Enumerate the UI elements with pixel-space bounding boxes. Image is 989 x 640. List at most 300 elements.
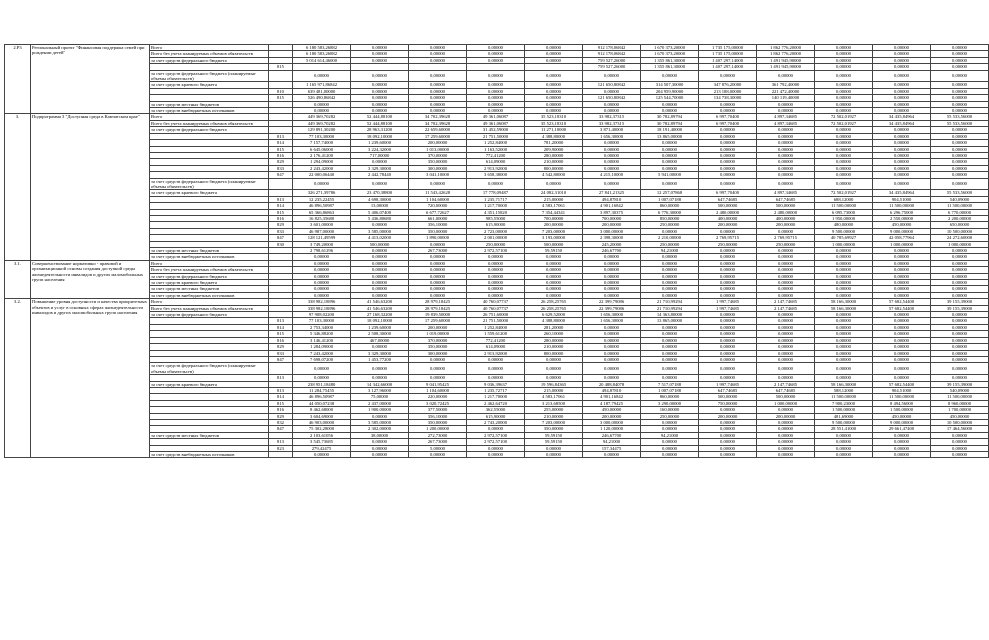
amount-cell: 2 200,00000 [931, 215, 989, 221]
amount-cell: 449 369,70282 [293, 120, 351, 126]
amount-cell: 500,00000 [525, 241, 583, 247]
amount-cell: 0,00000 [525, 445, 583, 451]
amount-cell: 0,00000 [873, 337, 931, 343]
amount-cell: 0,00000 [873, 70, 931, 82]
amount-cell: 370,00000 [409, 337, 467, 343]
amount-cell: 0,00000 [293, 280, 351, 286]
amount-cell: 0,00000 [931, 64, 989, 70]
amount-cell: 75,00000 [351, 394, 409, 400]
amount-cell: 9 000,00000 [873, 228, 931, 234]
amount-cell: 31 452,59000 [467, 127, 525, 133]
amount-cell: 0,00000 [351, 88, 409, 94]
amount-cell: 0,00000 [467, 286, 525, 292]
amount-cell: 0,00000 [873, 146, 931, 152]
program-name: Повышение уровня доступности и качества приоритетных объектов и услуг в основных сферах жизнедеятельности инвалидов и других маломобильных групп населения [31, 299, 150, 458]
amount-cell: 1 500,00000 [873, 407, 931, 413]
amount-cell: 1 700,00000 [931, 407, 989, 413]
amount-cell: 0,00000 [757, 165, 815, 171]
amount-cell: 0,00000 [931, 45, 989, 51]
amount-cell: 1 890,00000 [409, 235, 467, 241]
amount-cell: 35 523,18310 [525, 120, 583, 126]
amount-cell: 717,00000 [351, 152, 409, 158]
amount-cell: 350,00000 [409, 419, 467, 425]
amount-cell: 134 738,30000 [699, 95, 757, 101]
amount-cell: 0,00000 [757, 248, 815, 254]
amount-cell: 0,00000 [931, 331, 989, 337]
amount-cell: 55 533,56000 [931, 120, 989, 126]
amount-cell: 204 959,90000 [641, 88, 699, 94]
amount-cell: 59,59150 [525, 432, 583, 438]
amount-cell: 0,00000 [525, 273, 583, 279]
amount-cell: 13 865,00000 [641, 318, 699, 324]
amount-cell: 200,00000 [583, 222, 641, 228]
amount-cell: 0,00000 [583, 286, 641, 292]
amount-cell: 0,00000 [641, 165, 699, 171]
kbk-code: 815 [269, 64, 293, 70]
amount-cell: 1 235,72717 [467, 387, 525, 393]
amount-cell: 18 092,10000 [351, 318, 409, 324]
amount-cell: 7 203,00000 [525, 228, 583, 234]
amount-cell: 0,00000 [815, 254, 873, 260]
funding-source: Всего без учета планируемых объемов обязательств [150, 51, 269, 57]
amount-cell: 0,00000 [815, 172, 873, 178]
amount-cell: 400,00000 [699, 215, 757, 221]
amount-cell: 0,00000 [873, 95, 931, 101]
amount-cell: 0,00000 [873, 64, 931, 70]
table-row [5, 363, 989, 375]
amount-cell: 0,00000 [293, 452, 351, 458]
amount-cell: 0,00000 [583, 159, 641, 165]
amount-cell: 0,00000 [351, 286, 409, 292]
amount-cell: 0,00000 [583, 452, 641, 458]
amount-cell: 0,00000 [699, 439, 757, 445]
amount-cell: 3 146,41200 [293, 337, 351, 343]
amount-cell: 0,00000 [873, 432, 931, 438]
amount-cell: 0,00000 [699, 331, 757, 337]
amount-cell: 494,87810 [583, 387, 641, 393]
amount-cell: 0,00000 [351, 159, 409, 165]
amount-cell: 0,00000 [699, 228, 757, 234]
amount-cell: 0,00000 [467, 260, 525, 266]
amount-cell: 34 702,39628 [409, 120, 467, 126]
amount-cell: 7 517,07188 [641, 381, 699, 387]
amount-cell: 12 235,22455 [293, 196, 351, 202]
amount-cell: 2 972,57100 [467, 439, 525, 445]
amount-cell: 0,00000 [641, 452, 699, 458]
amount-cell: 215,00000 [525, 387, 583, 393]
amount-cell: 28 551,41000 [815, 426, 873, 432]
amount-cell: 18 092,10000 [351, 133, 409, 139]
amount-cell: 0,00000 [293, 363, 351, 375]
amount-cell: 0,00000 [409, 57, 467, 63]
amount-cell: 0,00000 [583, 88, 641, 94]
amount-cell: 0,00000 [699, 312, 757, 318]
amount-cell: 350,00000 [409, 159, 467, 165]
amount-cell: 46 896,50987 [293, 394, 351, 400]
row-code: 2.Р3 [5, 45, 31, 114]
amount-cell: 0,00000 [467, 452, 525, 458]
amount-cell: 2 302,00000 [351, 426, 409, 432]
amount-cell: 3 658,38000 [467, 172, 525, 178]
kbk-code: 813 [269, 387, 293, 393]
amount-cell: 0,00000 [641, 292, 699, 298]
amount-cell: 0,00000 [757, 363, 815, 375]
amount-cell: 246,67700 [583, 432, 641, 438]
amount-cell: 0,00000 [873, 82, 931, 88]
amount-cell: 0,00000 [293, 267, 351, 273]
amount-cell: 0,00000 [873, 350, 931, 356]
amount-cell: 28 963,31200 [351, 127, 409, 133]
amount-cell: 4 187,79425 [583, 400, 641, 406]
amount-cell: 0,00000 [293, 108, 351, 114]
amount-cell: 250,00000 [641, 413, 699, 419]
amount-cell: 0,00000 [525, 57, 583, 63]
amount-cell: 0,00000 [699, 452, 757, 458]
amount-cell: 11 500,00000 [815, 394, 873, 400]
amount-cell: 6 645,06000 [293, 146, 351, 152]
amount-cell: 0,00000 [583, 178, 641, 190]
table-row [5, 101, 989, 107]
table-row [5, 254, 989, 260]
amount-cell: 500,00000 [699, 203, 757, 209]
funding-source: Всего [150, 114, 269, 120]
kbk-code: 813 [269, 439, 293, 445]
table-row [5, 127, 989, 133]
amount-cell: 46 896,50987 [293, 203, 351, 209]
amount-cell: 0,00000 [931, 254, 989, 260]
kbk-code: 814 [269, 394, 293, 400]
amount-cell: 0,00000 [931, 140, 989, 146]
kbk-code: 829 [269, 344, 293, 350]
amount-cell: 0,00000 [641, 254, 699, 260]
row-code: 3. [5, 114, 31, 260]
amount-cell: 750,00000 [699, 400, 757, 406]
amount-cell: 2 147,74685 [757, 299, 815, 305]
amount-cell: 0,00000 [757, 375, 815, 381]
amount-cell: 0,00000 [583, 267, 641, 273]
amount-cell: 59,59150 [525, 248, 583, 254]
amount-cell: 49 361,06087 [467, 120, 525, 126]
amount-cell: 0,00000 [641, 178, 699, 190]
amount-cell: 0,00000 [815, 356, 873, 362]
amount-cell: 0,00000 [931, 260, 989, 266]
amount-cell: 0,00000 [873, 248, 931, 254]
amount-cell: 129 891,30200 [293, 127, 351, 133]
amount-cell: 6 997,70400 [699, 190, 757, 196]
amount-cell: 246,67700 [583, 248, 641, 254]
amount-cell: 0,00000 [873, 356, 931, 362]
amount-cell: 480,00000 [815, 222, 873, 228]
amount-cell: 0,00000 [351, 413, 409, 419]
amount-cell: 3 897,30375 [583, 209, 641, 215]
amount-cell: 350,00000 [409, 228, 467, 234]
amount-cell: 238 951,18480 [293, 381, 351, 387]
amount-cell: 639 481,00000 [293, 88, 351, 94]
amount-cell: 28 979,18425 [409, 299, 467, 305]
amount-cell: 0,00000 [699, 432, 757, 438]
amount-cell: 0,00000 [757, 407, 815, 413]
amount-cell: 0,00000 [931, 350, 989, 356]
amount-cell: 6 180 583,26882 [293, 45, 351, 51]
amount-cell: 0,00000 [467, 375, 525, 381]
amount-cell: 6 180 583,26882 [293, 51, 351, 57]
amount-cell: 72 502,01927 [815, 120, 873, 126]
amount-cell: 22 659,60000 [409, 127, 467, 133]
amount-cell: 759 527,26000 [583, 64, 641, 70]
amount-cell: 1 355 861,30000 [641, 57, 699, 63]
funding-source: за счет средств федерального бюджета [150, 57, 269, 63]
amount-cell: 2 769,95715 [699, 235, 757, 241]
amount-cell: 0,00000 [293, 375, 351, 381]
amount-cell: 0,00000 [699, 445, 757, 451]
amount-cell: 361 792,40000 [757, 82, 815, 88]
amount-cell: 0,00000 [815, 70, 873, 82]
amount-cell: 526 490,86842 [293, 95, 351, 101]
amount-cell: 0,00000 [409, 70, 467, 82]
amount-cell: 0,00000 [931, 318, 989, 324]
amount-cell: 0,00000 [757, 344, 815, 350]
kbk-code: 813 [269, 375, 293, 381]
amount-cell: 41 546,63200 [351, 299, 409, 305]
amount-cell: 0,00000 [409, 108, 467, 114]
amount-cell: 326 271,39786 [293, 190, 351, 196]
amount-cell: 0,00000 [757, 426, 815, 432]
amount-cell: 0,00000 [873, 439, 931, 445]
amount-cell: 49 361,06087 [467, 114, 525, 120]
amount-cell: 0,00000 [293, 101, 351, 107]
amount-cell: 0,00000 [525, 254, 583, 260]
amount-cell: 0,00000 [757, 356, 815, 362]
table-row [5, 108, 989, 114]
table-row [5, 305, 989, 311]
amount-cell: 0,00000 [757, 312, 815, 318]
kbk-code [269, 178, 293, 190]
amount-cell: 860,00000 [641, 203, 699, 209]
amount-cell: 1 284,09000 [293, 344, 351, 350]
amount-cell: 5,00000 [409, 445, 467, 451]
amount-cell: 614,09000 [467, 159, 525, 165]
amount-cell: 800,00000 [525, 165, 583, 171]
amount-cell: 30 782,89794 [641, 114, 699, 120]
amount-cell: 1 950,00000 [815, 215, 873, 221]
amount-cell: 0,00000 [699, 350, 757, 356]
amount-cell: 0,00000 [409, 286, 467, 292]
amount-cell: 128 121,49599 [293, 235, 351, 241]
amount-cell: 3 329,30000 [351, 350, 409, 356]
amount-cell: 33 982,37315 [583, 120, 641, 126]
amount-cell: 2 508,30000 [351, 331, 409, 337]
amount-cell: 0,00000 [757, 324, 815, 330]
amount-cell: 0,00000 [815, 152, 873, 158]
amount-cell: 0,00000 [699, 280, 757, 286]
amount-cell: 200,00000 [409, 140, 467, 146]
kbk-code: 813 [269, 196, 293, 202]
amount-cell: 220,00000 [409, 394, 467, 400]
amount-cell: 22 399,79086 [583, 305, 641, 311]
amount-cell: 11 500,00000 [873, 394, 931, 400]
amount-cell: 347 876,20000 [699, 82, 757, 88]
amount-cell: 210,00000 [525, 344, 583, 350]
amount-cell: 0,00000 [699, 101, 757, 107]
amount-cell: 0,00000 [873, 292, 931, 298]
funding-source: за счет средств местных бюджетов [150, 286, 269, 292]
amount-cell: 18 191,40000 [641, 127, 699, 133]
funding-source: за счет средств федерального бюджета (планируемые объемы обязательств) [150, 70, 269, 82]
amount-cell: 0,00000 [467, 108, 525, 114]
amount-cell: 5 346,88200 [293, 331, 351, 337]
amount-cell: 0,00000 [815, 133, 873, 139]
amount-cell: 7 203,00000 [525, 419, 583, 425]
amount-cell: 481,69000 [815, 413, 873, 419]
amount-cell: 0,00000 [757, 140, 815, 146]
amount-cell: 0,00000 [699, 267, 757, 273]
amount-cell: 121 650,80842 [583, 95, 641, 101]
amount-cell: 449 369,70282 [293, 114, 351, 120]
amount-cell: 0,00000 [757, 419, 815, 425]
amount-cell: 0,00000 [641, 324, 699, 330]
amount-cell: 0,00000 [467, 57, 525, 63]
kbk-code: 813 [269, 133, 293, 139]
amount-cell: 781,20000 [525, 140, 583, 146]
amount-cell: 0,00000 [525, 45, 583, 51]
amount-cell: 0,00000 [409, 254, 467, 260]
amount-cell: 0,00000 [583, 165, 641, 171]
amount-cell: 6 997,70400 [699, 114, 757, 120]
amount-cell: 21 751,50000 [467, 133, 525, 139]
amount-cell: 20 488,84078 [583, 381, 641, 387]
table-row [5, 70, 989, 82]
amount-cell: 13 865,00000 [641, 133, 699, 139]
amount-cell: 772,41200 [467, 337, 525, 343]
amount-cell: 0,00000 [699, 140, 757, 146]
kbk-code: 814 [269, 324, 293, 330]
kbk-code: 829 [269, 159, 293, 165]
amount-cell: 0,00000 [525, 363, 583, 375]
amount-cell: 0,00000 [583, 337, 641, 343]
amount-cell: 0,00000 [351, 51, 409, 57]
amount-cell: 40 760,07737 [467, 299, 525, 305]
amount-cell: 1 900,00000 [351, 407, 409, 413]
amount-cell: 0,00000 [815, 45, 873, 51]
amount-cell: 8 960,00000 [931, 400, 989, 406]
amount-cell: 58 166,30000 [815, 299, 873, 305]
amount-cell: 0,00000 [641, 267, 699, 273]
amount-cell: 0,00000 [873, 172, 931, 178]
amount-cell: 0,00000 [757, 318, 815, 324]
amount-cell: 272,73000 [409, 432, 467, 438]
amount-cell: 255,00000 [525, 407, 583, 413]
amount-cell: 0,00000 [699, 165, 757, 171]
amount-cell: 11 543,42628 [409, 190, 467, 196]
amount-cell: 4 388,80000 [525, 133, 583, 139]
amount-cell: 0,00000 [931, 88, 989, 94]
funding-source: за счет средств местных бюджетов [150, 432, 269, 438]
amount-cell: 615,90000 [467, 413, 525, 419]
amount-cell: 0,00000 [351, 108, 409, 114]
amount-cell: 40 785,69927 [815, 235, 873, 241]
amount-cell: 0,00000 [699, 152, 757, 158]
amount-cell: 0,00000 [757, 228, 815, 234]
amount-cell: 4 583,17061 [525, 203, 583, 209]
amount-cell: 10 500,00000 [931, 419, 989, 425]
amount-cell: 0,00000 [583, 146, 641, 152]
kbk-code: 816 [269, 215, 293, 221]
amount-cell: 759 527,26000 [583, 57, 641, 63]
amount-cell: 55 533,56000 [931, 190, 989, 196]
amount-cell: 34 435,84964 [873, 120, 931, 126]
amount-cell: 3 604,69000 [293, 413, 351, 419]
kbk-code: 833 [269, 350, 293, 356]
amount-cell: 6 997,70400 [699, 120, 757, 126]
table-row [5, 114, 989, 120]
amount-cell: 0,00000 [351, 82, 409, 88]
amount-cell: 0,00000 [931, 178, 989, 190]
amount-cell: 77 103,30000 [293, 318, 351, 324]
amount-cell: 0,00000 [525, 267, 583, 273]
amount-cell: 6 770,00000 [931, 209, 989, 215]
amount-cell: 0,00000 [467, 292, 525, 298]
amount-cell: 0,00000 [351, 101, 409, 107]
kbk-code: 833 [269, 165, 293, 171]
amount-cell: 3 193,00000 [525, 235, 583, 241]
amount-cell: 2 147,74685 [757, 305, 815, 311]
amount-cell: 33 982,37315 [583, 114, 641, 120]
amount-cell: 0,00000 [641, 337, 699, 343]
amount-cell: 0,00000 [931, 363, 989, 375]
amount-cell: 42 058,77964 [873, 235, 931, 241]
amount-cell: 3 020,72425 [409, 400, 467, 406]
amount-cell: 0,00000 [757, 133, 815, 139]
amount-cell: 0,00000 [409, 363, 467, 375]
amount-cell: 26 751,60000 [467, 312, 525, 318]
amount-cell: 59,59150 [525, 439, 583, 445]
amount-cell: 2 398,30000 [583, 235, 641, 241]
amount-cell: 0,00000 [583, 260, 641, 266]
amount-cell: 0,00000 [351, 280, 409, 286]
amount-cell: 0,00000 [641, 375, 699, 381]
amount-cell: 0,00000 [757, 292, 815, 298]
kbk-code: 847 [269, 172, 293, 178]
amount-cell: 0,00000 [351, 273, 409, 279]
amount-cell: 0,00000 [931, 101, 989, 107]
amount-cell: 3 749,20000 [293, 241, 351, 247]
amount-cell: 3 000,00000 [583, 419, 641, 425]
amount-cell: 9 036,39637 [467, 381, 525, 387]
amount-cell: 1 656,30000 [583, 312, 641, 318]
amount-cell: 0,00000 [873, 280, 931, 286]
amount-cell: 1 000,00000 [757, 400, 815, 406]
amount-cell: 647,74685 [699, 387, 757, 393]
amount-cell: 0,00000 [873, 363, 931, 375]
amount-cell: 0,00000 [583, 292, 641, 298]
amount-cell: 77 103,30000 [293, 133, 351, 139]
amount-cell: 720,00000 [409, 203, 467, 209]
amount-cell: 0,00000 [351, 292, 409, 298]
amount-cell: 23 470,38800 [351, 190, 409, 196]
amount-cell: 4 388,80000 [525, 318, 583, 324]
amount-cell: 1 019,00000 [409, 331, 467, 337]
amount-cell: 58 166,30000 [815, 381, 873, 387]
amount-cell: 11 500,00000 [873, 203, 931, 209]
amount-cell: 55 533,56000 [931, 114, 989, 120]
amount-cell: 0,00000 [467, 273, 525, 279]
amount-cell: 27 841,21325 [583, 190, 641, 196]
amount-cell: 9 041,95425 [409, 381, 467, 387]
amount-cell: 0,00000 [525, 452, 583, 458]
kbk-code: 814 [269, 140, 293, 146]
amount-cell: 14 342,66000 [351, 381, 409, 387]
amount-cell: 0,00000 [815, 178, 873, 190]
